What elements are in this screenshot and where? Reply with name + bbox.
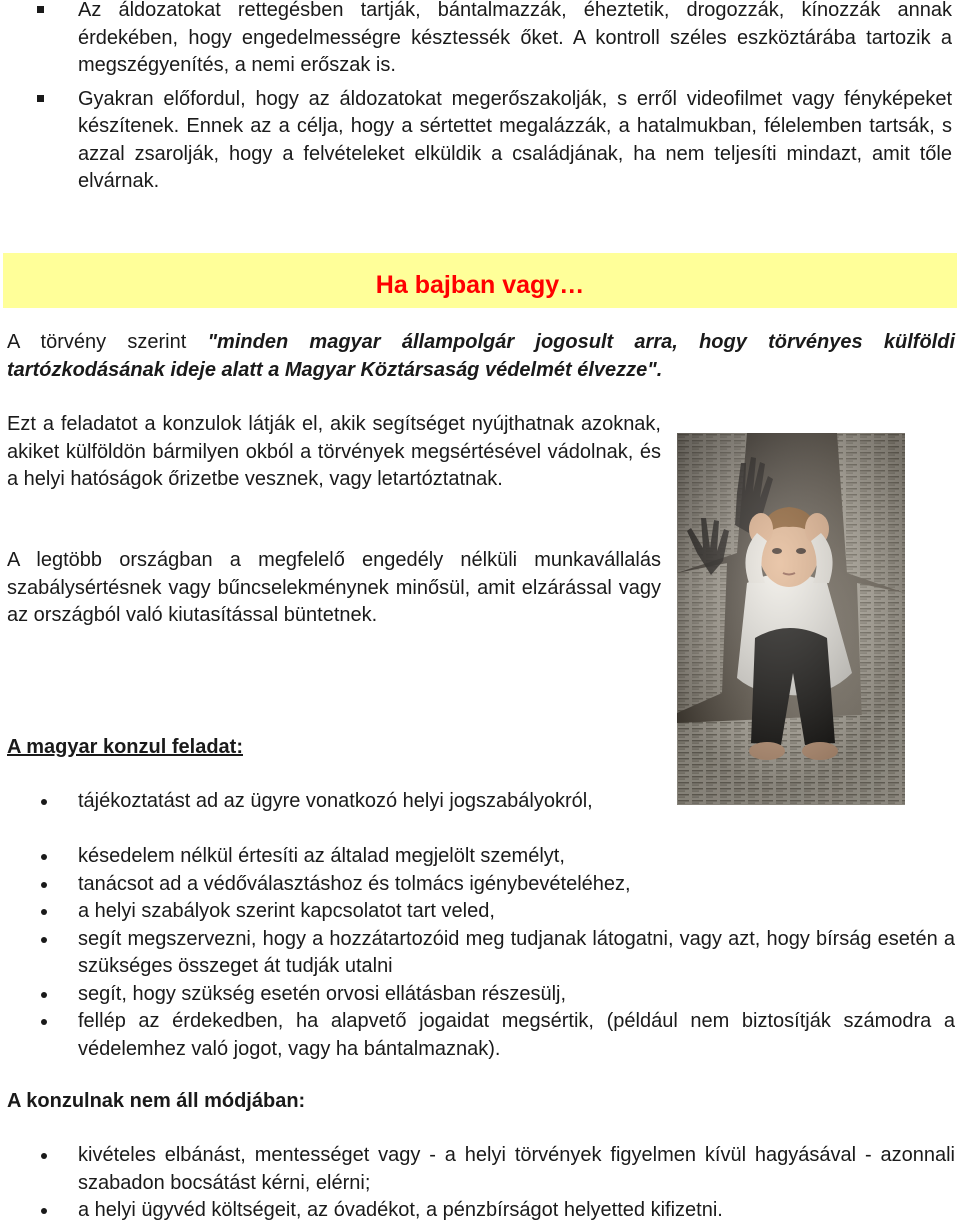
consul-duties-list-top [0, 788, 660, 816]
list-item-text: fellép az érdekedben, ha alapvető jogaidat megsértik, (például nem biztosítják számodra a védelemhez való jogot, vagy ha bántalmaznak). [78, 1010, 955, 1060]
bullet-dot-icon [41, 1019, 47, 1025]
bullet-dot-icon [41, 799, 47, 805]
bullet-dot-icon [41, 992, 47, 998]
photo-illustration [677, 433, 905, 805]
consul-cannot-list [0, 1142, 955, 1225]
bullet-dot-icon [41, 854, 47, 860]
list-item [0, 0, 960, 80]
list-item-text: segít megszervezni, hogy a hozzátartozóid meg tudjanak látogatni, vagy azt, hogy bírság esetén a szükséges összeget át tudják utalni [78, 927, 955, 977]
bullet-dot-icon [41, 1208, 47, 1214]
list-item [0, 926, 955, 981]
consul-duties-list [0, 843, 955, 1063]
consul-duties-heading: A magyar konzul feladat: [7, 736, 243, 758]
list-item-text: tájékoztatást ad az ügyre vonatkozó helyi jogszabályokról, [78, 790, 593, 812]
bullet-dot-icon [41, 1153, 47, 1159]
list-item [0, 981, 955, 1009]
list-item-text: Gyakran előfordul, hogy az áldozatokat megerőszakolják, s erről videofilmet vagy fényképeket készítenek. Ennek az a célja, hogy a sértettet megalázzák, a hatalmukban, félelemben tartsák, s azzal zsarolják, hogy a felvételeket elküldik a családjának, ha nem teljesíti mindazt, amit tőle elvárnak. [78, 87, 952, 192]
bullet-dot-icon [41, 937, 47, 943]
square-bullet-icon [37, 6, 44, 13]
list-item [0, 843, 955, 871]
list-item-text: Az áldozatokat rettegésben tartják, bántalmazzák, éheztetik, drogozzák, kínozzák annak érdekében, hogy engedelmességre késztessék őket. A kontroll széles eszköztárába tartozik a megszégyenítés, a nemi erőszak is. [78, 0, 952, 76]
law-lead-text: A törvény szerint [7, 331, 208, 353]
law-quote-paragraph [7, 329, 955, 384]
consul-cannot-heading: A konzulnak nem áll módjában: [7, 1090, 306, 1112]
work-permit-paragraph: A legtöbb országban a megfelelő engedély nélküli munkavállalás szabálysértésnek vagy bűncselekménynek minősül, amit elzárással vagy az országból való kiutasítással büntetnek. [7, 549, 661, 626]
list-item [0, 1008, 955, 1063]
list-item-text: a helyi ügyvéd költségeit, az óvadékot, a pénzbírságot helyetted kifizetni. [78, 1199, 723, 1221]
bullet-dot-icon [41, 909, 47, 915]
square-bullet-icon [37, 95, 44, 102]
banner-title: Ha bajban vagy… [375, 271, 585, 299]
list-item-text: segít, hogy szükség esetén orvosi ellátásban részesülj, [78, 982, 567, 1005]
list-item-text: késedelem nélkül értesíti az általad megjelölt személyt, [78, 845, 565, 867]
list-item [0, 871, 955, 899]
law-quote-text: "minden magyar állampolgár jogosult arra, hogy törvényes külföldi tartózkodásának ideje alatt a Magyar Köztársaság védelmét élvezze". [7, 331, 955, 381]
list-item-text: kivételes elbánást, mentességet vagy - a helyi törvények figyelmen kívül hagyásával - azonnali szabadon bocsátást kérni, elérni; [78, 1144, 955, 1194]
distressed-child-photo [677, 433, 905, 805]
list-item [0, 1142, 955, 1197]
top-bullet-list [0, 0, 960, 196]
list-item [0, 1197, 955, 1225]
list-item [0, 86, 960, 196]
consul-intro-paragraph: Ezt a feladatot a konzulok látják el, akik segítséget nyújthatnak azoknak, akiket külföldön bármilyen okból a törvények megsértésével vádolnak, és a helyi hatóságok őrizetbe vesznek, vagy letartóztatnak. [7, 413, 661, 490]
list-item-text: a helyi szabályok szerint kapcsolatot tart veled, [78, 900, 495, 922]
list-item [0, 788, 660, 816]
bullet-dot-icon [41, 882, 47, 888]
list-item [0, 898, 955, 926]
list-item-text: tanácsot ad a védőválasztáshoz és tolmács igénybevételéhez, [78, 872, 631, 895]
